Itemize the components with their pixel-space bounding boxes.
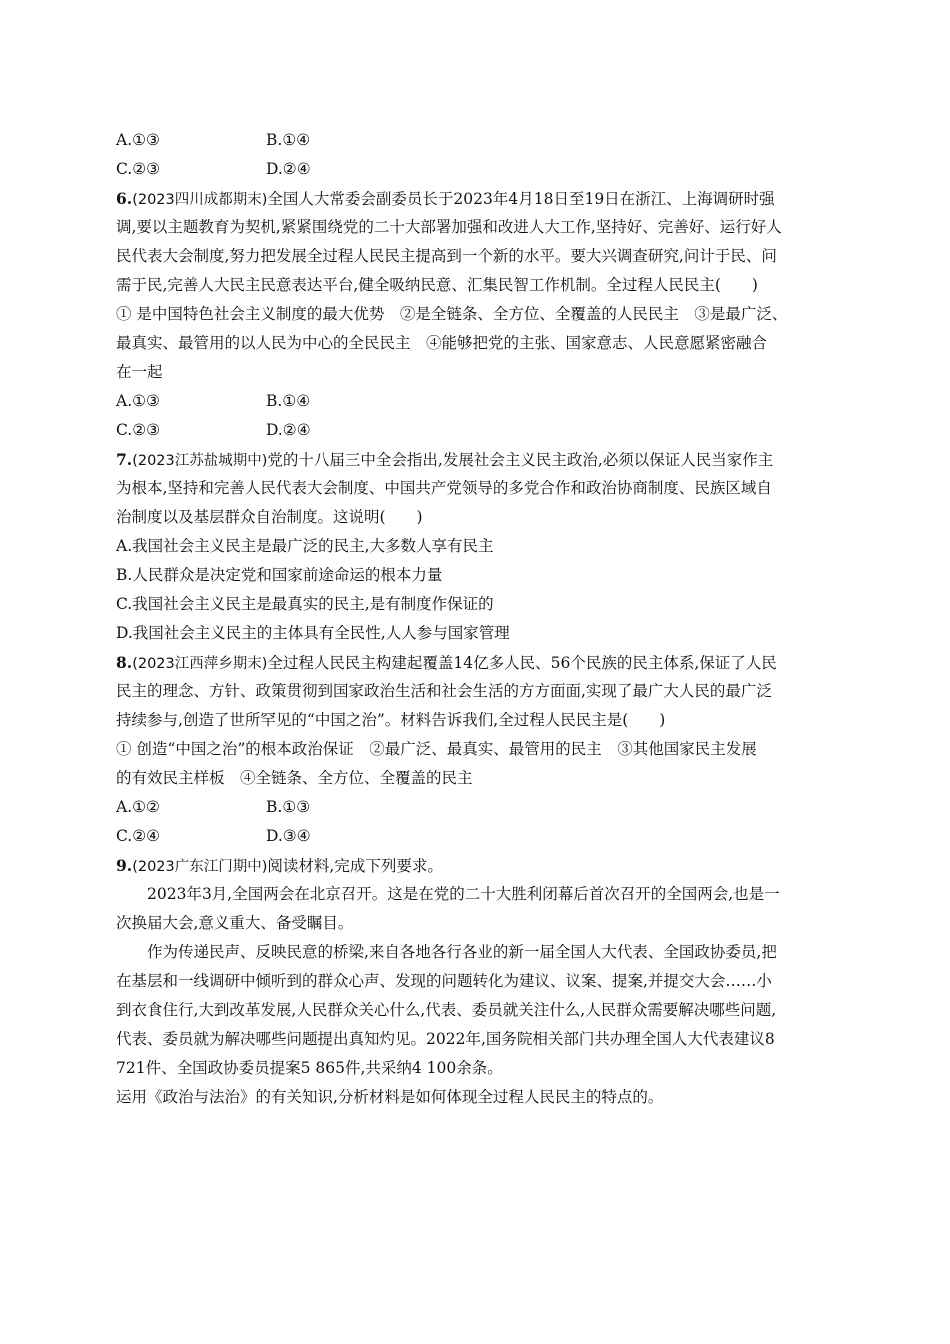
q6-option-a[interactable]: A.①③ xyxy=(116,392,160,410)
q6-stem-text-1: 全国人大常委会副委员长于2023年4月18日至19日在浙江、上海调研时强 xyxy=(267,190,775,208)
q8-options-row-2 xyxy=(116,822,834,851)
q9-material-line-6: 代表、委员就为解决哪些问题提出真知灼见。2022年,国务院相关部门共办理全国人大代表建议8 xyxy=(116,1030,775,1048)
q8-options-row-1 xyxy=(116,793,834,822)
q6-option-d[interactable]: D.②④ xyxy=(266,421,311,439)
q6-options-row-2 xyxy=(116,416,834,445)
q5-options-row-1 xyxy=(116,126,834,155)
q6-stem-line-2: 调,要以主题教育为契机,紧紧围绕党的二十大部署加强和改进人大工作,坚持好、完善好、运行好人 xyxy=(116,218,782,236)
q8-option-a[interactable]: A.①② xyxy=(116,798,160,816)
q6-source: (2023四川成都期末) xyxy=(132,192,268,208)
q8-items-line-2: 的有效民主样板 ④全链条、全方位、全覆盖的民主 xyxy=(116,769,473,787)
q5-option-b[interactable]: B.①④ xyxy=(266,131,311,149)
q8-stem-line-2: 民主的理念、方针、政策贯彻到国家政治生活和社会生活的方方面面,实现了最广大人民的最广泛 xyxy=(116,682,772,700)
q5-option-c[interactable]: C.②③ xyxy=(116,160,161,178)
q8-stem-line-3: 持续参与,创造了世所罕见的“中国之治”。材料告诉我们,全过程人民民主是( ) xyxy=(116,711,666,729)
q6-stem-line-4: 需于民,完善人大民主民意表达平台,健全吸纳民意、汇集民智工作机制。全过程人民民主( ) xyxy=(116,276,758,294)
q9-question: 运用《政治与法治》的有关知识,分析材料是如何体现全过程人民民主的特点的。 xyxy=(116,1088,664,1106)
q8-option-b[interactable]: B.①③ xyxy=(266,798,311,816)
q8-stem-line-1: 8.(2023江西萍乡期末)全过程人民民主构建起覆盖14亿多人民、56个民族的民主体系,保证了人民 xyxy=(116,653,777,672)
q5-options-row-2 xyxy=(116,155,834,184)
q9-material-line-5: 到衣食住行,大到改革发展,人民群众关心什么,代表、委员就关注什么,人民群众需要解决哪些问题, xyxy=(116,1001,777,1019)
q8-option-d[interactable]: D.③④ xyxy=(266,827,311,845)
q7-number: 7 xyxy=(116,450,127,469)
q9-number: 9 xyxy=(116,856,127,875)
q5-option-d[interactable]: D.②④ xyxy=(266,160,311,178)
q8-option-c[interactable]: C.②④ xyxy=(116,827,161,845)
q6-number: 6 xyxy=(116,189,127,208)
q6-stem-line-3: 民代表大会制度,努力把发展全过程人民民主提高到一个新的水平。要大兴调查研究,问计于民、问 xyxy=(116,247,777,265)
q6-items-line-1: ① 是中国特色社会主义制度的最大优势 ②是全链条、全方位、全覆盖的人民民主 ③是最广泛、 xyxy=(116,305,788,323)
q9-material-line-7: 721件、全国政协委员提案5 865件,共采纳4 100余条。 xyxy=(116,1059,503,1077)
q9-intro: 阅读材料,完成下列要求。 xyxy=(267,857,443,875)
q6-stem-line-1: 6.(2023四川成都期末)全国人大常委会副委员长于2023年4月18日至19日在浙江、上海调研时强 xyxy=(116,189,775,208)
q6-option-b[interactable]: B.①④ xyxy=(266,392,311,410)
q7-stem-line-2: 为根本,坚持和完善人民代表大会制度、中国共产党领导的多党合作和政治协商制度、民族区域自 xyxy=(116,479,772,497)
q8-stem-text-1: 全过程人民民主构建起覆盖14亿多人民、56个民族的民主体系,保证了人民 xyxy=(267,654,777,672)
q9-material-line-4: 在基层和一线调研中倾听到的群众心声、发现的问题转化为建议、议案、提案,并提交大会……小 xyxy=(116,972,772,990)
q7-option-c[interactable]: C.我国社会主义民主是最真实的民主,是有制度作保证的 xyxy=(116,595,494,613)
q7-stem-text-1: 党的十八届三中全会指出,发展社会主义民主政治,必须以保证人民当家作主 xyxy=(267,451,774,469)
q9-material-line-3: 作为传递民声、反映民意的桥梁,来自各地各行各业的新一届全国人大代表、全国政协委员,把 xyxy=(147,943,777,961)
q5-option-a[interactable]: A.①③ xyxy=(116,131,160,149)
q9-stem-line-1: 9.(2023广东江门期中)阅读材料,完成下列要求。 xyxy=(116,856,443,875)
q9-source: (2023广东江门期中) xyxy=(132,859,268,875)
q6-option-c[interactable]: C.②③ xyxy=(116,421,161,439)
q9-material-line-2: 次换届大会,意义重大、备受瞩目。 xyxy=(116,914,354,932)
q7-stem-line-1: 7.(2023江苏盐城期中)党的十八届三中全会指出,发展社会主义民主政治,必须以保证人民当家作主 xyxy=(116,450,774,469)
q9-material-line-1: 2023年3月,全国两会在北京召开。这是在党的二十大胜利闭幕后首次召开的全国两会,也是一 xyxy=(147,885,780,903)
q6-items-line-3: 在一起 xyxy=(116,363,163,381)
q7-option-a[interactable]: A.我国社会主义民主是最广泛的民主,大多数人享有民主 xyxy=(116,537,494,555)
q6-items-line-2: 最真实、最管用的以人民为中心的全民民主 ④能够把党的主张、国家意志、人民意愿紧密融合 xyxy=(116,334,768,352)
document-page xyxy=(116,126,834,1112)
q7-stem-line-3: 治制度以及基层群众自治制度。这说明( ) xyxy=(116,508,423,526)
q8-items-line-1: ① 创造“中国之治”的根本政治保证 ②最广泛、最真实、最管用的民主 ③其他国家民主发展 xyxy=(116,740,757,758)
q7-option-b[interactable]: B.人民群众是决定党和国家前途命运的根本力量 xyxy=(116,566,443,584)
q7-option-d[interactable]: D.我国社会主义民主的主体具有全民性,人人参与国家管理 xyxy=(116,624,510,642)
q8-number: 8 xyxy=(116,653,127,672)
q6-options-row-1 xyxy=(116,387,834,416)
q8-source: (2023江西萍乡期末) xyxy=(132,656,268,672)
q7-source: (2023江苏盐城期中) xyxy=(132,453,268,469)
